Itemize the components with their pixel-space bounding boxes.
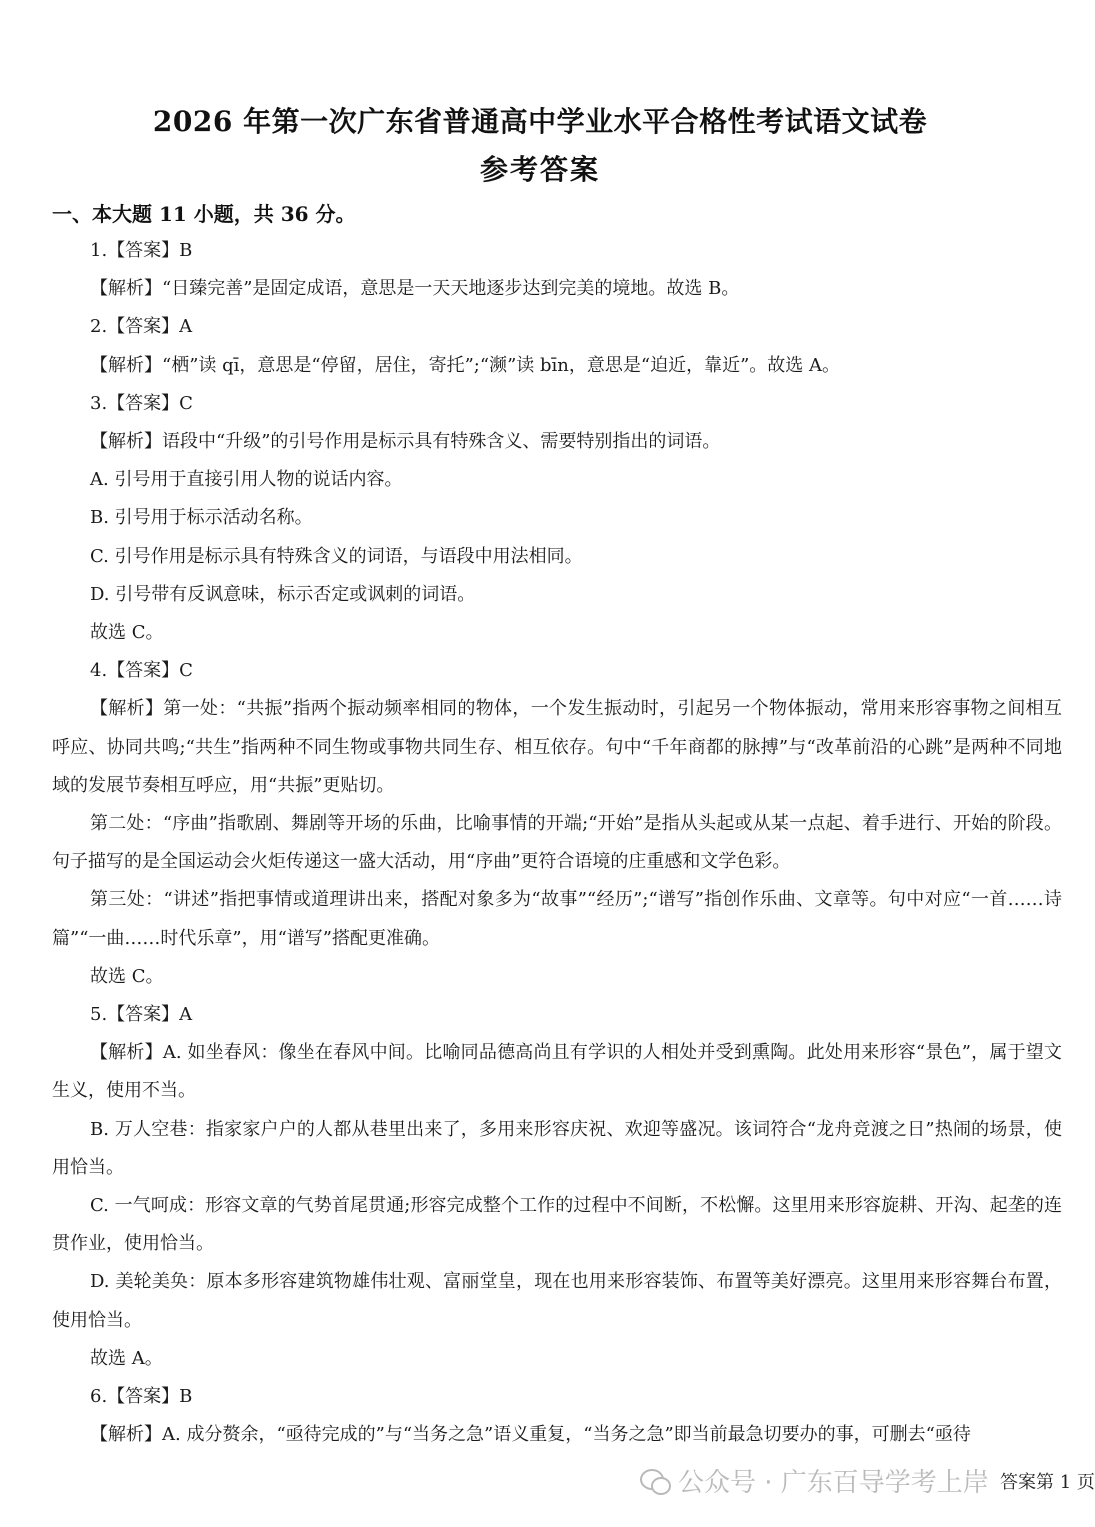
answer-line: 3.【答案】C xyxy=(90,392,193,414)
explanation-line: 第三处：“讲述”指把事情或道理讲出来，搭配对象多为“故事”“经历”;“谱写”指创作乐曲、文章等。句中对应“一首……诗篇”“一曲……时代乐章”，用“谱写”搭配更准确。 xyxy=(52,889,1062,949)
answer-line: 2.【答案】A xyxy=(90,316,193,338)
explanation-line: B. 万人空巷：指家家户户的人都从巷里出来了，多用来形容庆祝、欢迎等盛况。该词符合“龙舟竞渡之日”热闹的场景，使用恰当。 xyxy=(52,1118,1062,1178)
answer-content xyxy=(52,232,1062,1455)
explanation-line: 【解析】语段中“升级”的引号作用是标示具有特殊含义、需要特别指出的词语。 xyxy=(90,431,721,453)
page-number: 答案第 1 页 xyxy=(1000,1472,1095,1493)
explanation-line: C. 引号作用是标示具有特殊含义的词语，与语段中用法相同。 xyxy=(90,545,583,567)
watermark-text: 公众号 · 广东百导学考上岸 xyxy=(678,1468,989,1498)
answer-line: 6.【答案】B xyxy=(90,1386,193,1408)
explanation-line: C. 一气呵成：形容文章的气势首尾贯通;形容完成整个工作的过程中不间断，不松懈。这里用来形容旋耕、开沟、起垄的连贯作业，使用恰当。 xyxy=(52,1195,1062,1255)
answer-line: 5.【答案】A xyxy=(90,1004,193,1026)
explanation-line: 【解析】第一处：“共振”指两个振动频率相同的物体，一个发生振动时，引起另一个物体振动，常用来形容事物之间相互呼应、协同共鸣;“共生”指两种不同生物或事物共同生存、相互依存。句中“千年商都的脉搏”与“改革前沿的心跳”是两种不同地域的发展节奏相互呼应，用“共振”更贴切。 xyxy=(52,698,1062,796)
explanation-line: 【解析】“栖”读 qī，意思是“停留，居住，寄托”;“濒”读 bīn，意思是“迫近，靠近”。故选 A。 xyxy=(90,354,840,376)
answer-line: 1.【答案】B xyxy=(90,240,193,261)
explanation-line: D. 引号带有反讽意味，标示否定或讽刺的词语。 xyxy=(90,583,476,605)
explanation-line: 第二处：“序曲”指歌剧、舞剧等开场的乐曲，比喻事情的开端;“开始”是指从头起或从某一点起、着手进行、开始的阶段。句子描写的是全国运动会火炬传递这一盛大活动，用“序曲”更符合语境的庄重感和文学色彩。 xyxy=(52,813,1062,873)
page-title: 2026 年第一次广东省普通高中学业水平合格性考试语文试卷 xyxy=(152,105,928,138)
explanation-line: A. 引号用于直接引用人物的说话内容。 xyxy=(90,469,403,491)
explanation-line: 【解析】“日臻完善”是固定成语，意思是一天天地逐步达到完美的境地。故选 B。 xyxy=(90,278,740,300)
explanation-line: 故选 C。 xyxy=(90,965,164,987)
section-heading: 一、本大题 11 小题，共 36 分。 xyxy=(52,202,356,226)
explanation-line: 故选 A。 xyxy=(90,1347,163,1369)
explanation-line: 【解析】A. 成分赘余，“亟待完成的”与“当务之急”语义重复，“当务之急”即当前最急切要办的事，可删去“亟待 xyxy=(90,1424,971,1446)
explanation-line: D. 美轮美奂：原本多形容建筑物雄伟壮观、富丽堂皇，现在也用来形容装饰、布置等美好漂亮。这里用来形容舞台布置，使用恰当。 xyxy=(52,1271,1062,1331)
explanation-line: 故选 C。 xyxy=(90,622,164,644)
watermark xyxy=(640,1462,989,1499)
answer-line: 4.【答案】C xyxy=(90,660,193,682)
explanation-line: 【解析】A. 如坐春风：像坐在春风中间。比喻同品德高尚且有学识的人相处并受到熏陶。此处用来形容“景色”，属于望文生义，使用不当。 xyxy=(52,1042,1062,1102)
page-subtitle: 参考答案 xyxy=(479,153,600,186)
explanation-line: B. 引号用于标示活动名称。 xyxy=(90,507,313,529)
wechat-icon xyxy=(640,1469,670,1495)
